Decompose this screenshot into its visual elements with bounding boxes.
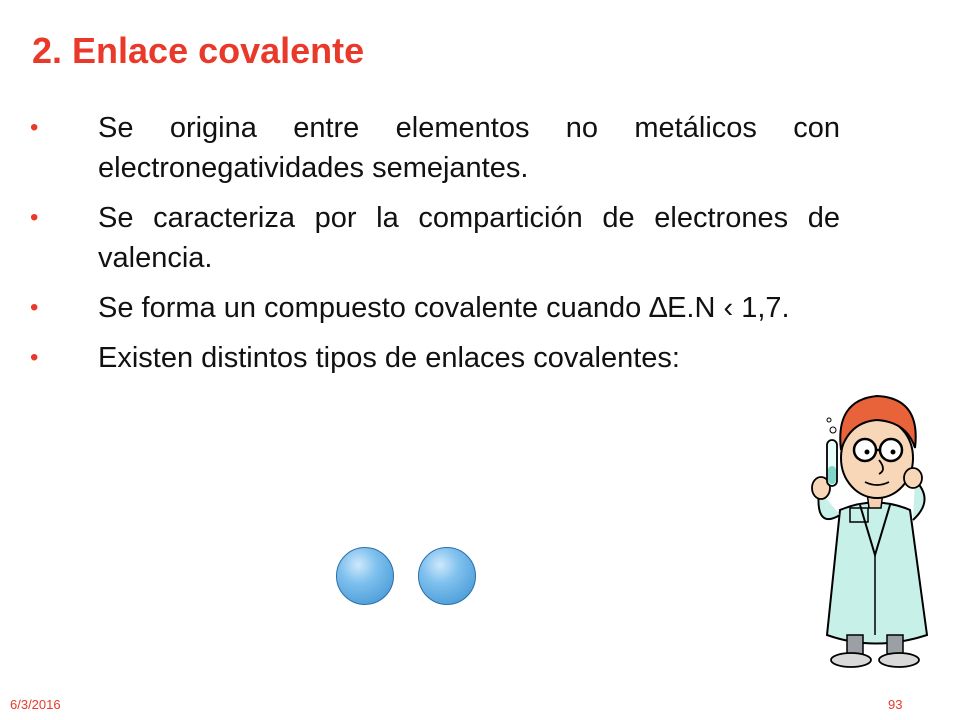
bullet-item [28, 338, 840, 378]
bullet-icon: • [30, 114, 39, 141]
bullet-icon: • [30, 294, 39, 321]
scientist-illustration [795, 380, 955, 670]
bullet-item [28, 288, 840, 328]
bullet-text: Se caracteriza por la compartición de electrones de valencia. [98, 202, 840, 274]
bullet-list [28, 108, 840, 388]
bullet-text: Se forma un compuesto covalente cuando ∆E.N ‹ 1,7. [98, 292, 790, 324]
atom-right [418, 547, 476, 605]
atom-left [336, 547, 394, 605]
slide-title: 2. Enlace covalente [32, 30, 365, 71]
footer-date: 6/3/2016 [10, 697, 61, 712]
bullet-icon: • [30, 344, 39, 371]
bullet-text: Se origina entre elementos no metálicos con electronegatividades semejantes. [98, 112, 840, 184]
bullet-text: Existen distintos tipos de enlaces covalentes: [98, 342, 680, 374]
page-number: 93 [888, 697, 903, 712]
bullet-icon: • [30, 204, 39, 231]
bullet-item [28, 198, 840, 278]
bullet-item [28, 108, 840, 188]
